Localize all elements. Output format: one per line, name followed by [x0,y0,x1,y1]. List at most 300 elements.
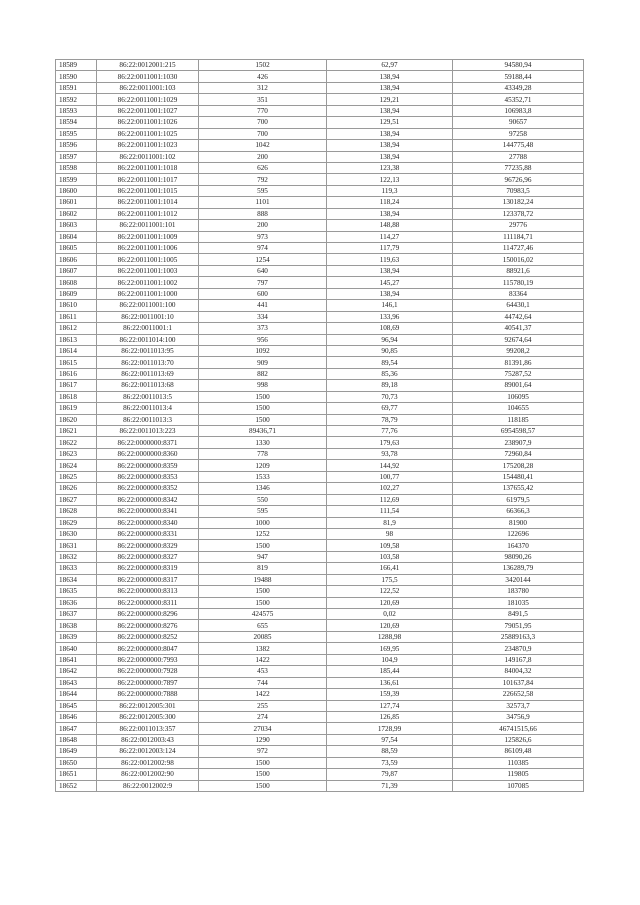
table-row [56,174,584,185]
price-per-unit-cell: 117,79 [327,243,453,254]
row-number-cell: 18631 [56,540,97,551]
price-per-unit-cell: 85,36 [327,368,453,379]
area-cell: 595 [199,506,327,517]
row-number-cell: 18616 [56,368,97,379]
cadastral-value-cell: 94580,94 [453,60,584,71]
cadastral-value-cell: 149167,8 [453,654,584,665]
cadastral-number-cell: 86:22:0000000:8319 [97,563,199,574]
area-cell: 255 [199,700,327,711]
price-per-unit-cell: 112,69 [327,494,453,505]
row-number-cell: 18593 [56,105,97,116]
row-number-cell: 18623 [56,448,97,459]
area-cell: 373 [199,323,327,334]
price-per-unit-cell: 169,95 [327,643,453,654]
area-cell: 640 [199,265,327,276]
cadastral-number-cell: 86:22:0011013:95 [97,345,199,356]
price-per-unit-cell: 104,9 [327,654,453,665]
price-per-unit-cell: 89,54 [327,357,453,368]
cadastral-number-cell: 86:22:0000000:8342 [97,494,199,505]
area-cell: 1209 [199,460,327,471]
row-number-cell: 18628 [56,506,97,517]
row-number-cell: 18645 [56,700,97,711]
cadastral-value-cell: 96726,96 [453,174,584,185]
cadastral-value-cell: 181035 [453,597,584,608]
row-number-cell: 18605 [56,243,97,254]
cadastral-number-cell: 86:22:0000000:8331 [97,528,199,539]
cadastral-number-cell: 86:22:0012005:301 [97,700,199,711]
area-cell: 655 [199,620,327,631]
cadastral-value-cell: 25889163,3 [453,631,584,642]
price-per-unit-cell: 185,44 [327,666,453,677]
row-number-cell: 18618 [56,391,97,402]
row-number-cell: 18604 [56,231,97,242]
cadastral-value-cell: 29776 [453,220,584,231]
cadastral-value-cell: 59188,44 [453,71,584,82]
cadastral-value-cell: 79051,95 [453,620,584,631]
row-number-cell: 18621 [56,426,97,437]
cadastral-number-cell: 86:22:0011001:1017 [97,174,199,185]
row-number-cell: 18617 [56,380,97,391]
table-row [56,540,584,551]
table-row [56,117,584,128]
table-row [56,357,584,368]
cadastral-number-cell: 86:22:0011001:1 [97,323,199,334]
area-cell: 973 [199,231,327,242]
table-row [56,300,584,311]
price-per-unit-cell: 97,54 [327,734,453,745]
cadastral-value-cell: 46741515,66 [453,723,584,734]
area-cell: 797 [199,277,327,288]
cadastral-number-cell: 86:22:0012002:98 [97,757,199,768]
row-number-cell: 18637 [56,609,97,620]
cadastral-value-cell: 130182,24 [453,197,584,208]
cadastral-number-cell: 86:22:0012002:9 [97,780,199,791]
cadastral-value-cell: 3420144 [453,574,584,585]
table-row [56,185,584,196]
price-per-unit-cell: 133,96 [327,311,453,322]
table-row [56,197,584,208]
cadastral-number-cell: 86:22:0000000:8296 [97,609,199,620]
price-per-unit-cell: 120,69 [327,597,453,608]
row-number-cell: 18641 [56,654,97,665]
area-cell: 1000 [199,517,327,528]
row-number-cell: 18601 [56,197,97,208]
price-per-unit-cell: 144,92 [327,460,453,471]
table-row [56,643,584,654]
row-number-cell: 18648 [56,734,97,745]
row-number-cell: 18622 [56,437,97,448]
price-per-unit-cell: 89,18 [327,380,453,391]
row-number-cell: 18652 [56,780,97,791]
row-number-cell: 18639 [56,631,97,642]
area-cell: 453 [199,666,327,677]
cadastral-number-cell: 86:22:0000000:8327 [97,551,199,562]
row-number-cell: 18633 [56,563,97,574]
table-row [56,71,584,82]
row-number-cell: 18595 [56,128,97,139]
area-cell: 424575 [199,609,327,620]
cadastral-value-cell: 183780 [453,586,584,597]
row-number-cell: 18650 [56,757,97,768]
table-row [56,403,584,414]
area-cell: 1042 [199,140,327,151]
area-cell: 1500 [199,780,327,791]
cadastral-value-cell: 88921,6 [453,265,584,276]
price-per-unit-cell: 70,73 [327,391,453,402]
row-number-cell: 18603 [56,220,97,231]
area-cell: 792 [199,174,327,185]
table-row [56,128,584,139]
cadastral-value-cell: 104655 [453,403,584,414]
cadastral-value-cell: 119805 [453,769,584,780]
row-number-cell: 18613 [56,334,97,345]
cadastral-value-cell: 6954598,57 [453,426,584,437]
area-cell: 595 [199,185,327,196]
cadastral-number-cell: 86:22:0011001:1003 [97,265,199,276]
area-cell: 441 [199,300,327,311]
price-per-unit-cell: 77,76 [327,426,453,437]
price-per-unit-cell: 111,54 [327,506,453,517]
price-per-unit-cell: 146,1 [327,300,453,311]
price-per-unit-cell: 166,41 [327,563,453,574]
area-cell: 819 [199,563,327,574]
cadastral-number-cell: 86:22:0000000:8371 [97,437,199,448]
table-row [56,243,584,254]
table-row [56,140,584,151]
cadastral-number-cell: 86:22:0012002:90 [97,769,199,780]
row-number-cell: 18626 [56,483,97,494]
price-per-unit-cell: 102,27 [327,483,453,494]
table-row [56,631,584,642]
area-cell: 744 [199,677,327,688]
area-cell: 1422 [199,689,327,700]
row-number-cell: 18594 [56,117,97,128]
cadastral-value-cell: 154480,41 [453,471,584,482]
row-number-cell: 18612 [56,323,97,334]
table-row [56,620,584,631]
area-cell: 1500 [199,597,327,608]
cadastral-number-cell: 86:22:0011001:1027 [97,105,199,116]
area-cell: 89436,71 [199,426,327,437]
cadastral-value-cell: 114727,46 [453,243,584,254]
cadastral-number-cell: 86:22:0011013:3 [97,414,199,425]
row-number-cell: 18629 [56,517,97,528]
table-row [56,231,584,242]
price-per-unit-cell: 138,94 [327,128,453,139]
table-row [56,711,584,722]
price-per-unit-cell: 126,85 [327,711,453,722]
row-number-cell: 18596 [56,140,97,151]
table-row [56,208,584,219]
table-row [56,757,584,768]
cadastral-value-cell: 101637,84 [453,677,584,688]
cadastral-value-cell: 32573,7 [453,700,584,711]
area-cell: 1346 [199,483,327,494]
price-per-unit-cell: 138,94 [327,82,453,93]
area-cell: 974 [199,243,327,254]
cadastral-number-cell: 86:22:0000000:8353 [97,471,199,482]
cadastral-number-cell: 86:22:0000000:8311 [97,597,199,608]
price-per-unit-cell: 108,69 [327,323,453,334]
area-cell: 1382 [199,643,327,654]
price-per-unit-cell: 81,9 [327,517,453,528]
row-number-cell: 18609 [56,288,97,299]
area-cell: 200 [199,151,327,162]
table-row [56,723,584,734]
cadastral-number-cell: 86:22:0000000:8352 [97,483,199,494]
price-per-unit-cell: 100,77 [327,471,453,482]
table-row [56,151,584,162]
cadastral-number-cell: 86:22:0000000:8313 [97,586,199,597]
cadastral-value-cell: 106095 [453,391,584,402]
table-row [56,483,584,494]
row-number-cell: 18625 [56,471,97,482]
area-cell: 351 [199,94,327,105]
price-per-unit-cell: 122,13 [327,174,453,185]
table-row [56,414,584,425]
area-cell: 700 [199,128,327,139]
area-cell: 700 [199,117,327,128]
cadastral-number-cell: 86:22:0011001:1014 [97,197,199,208]
area-cell: 1500 [199,757,327,768]
price-per-unit-cell: 73,59 [327,757,453,768]
area-cell: 1502 [199,60,327,71]
cadastral-value-cell: 150016,02 [453,254,584,265]
price-per-unit-cell: 78,79 [327,414,453,425]
row-number-cell: 18640 [56,643,97,654]
price-per-unit-cell: 138,94 [327,105,453,116]
cadastral-value-cell: 89001,64 [453,380,584,391]
row-number-cell: 18644 [56,689,97,700]
cadastral-number-cell: 86:22:0011001:1026 [97,117,199,128]
cadastral-value-cell: 44742,64 [453,311,584,322]
table-row [56,323,584,334]
price-per-unit-cell: 119,63 [327,254,453,265]
area-cell: 600 [199,288,327,299]
price-per-unit-cell: 62,97 [327,60,453,71]
table-row [56,311,584,322]
price-per-unit-cell: 69,77 [327,403,453,414]
row-number-cell: 18606 [56,254,97,265]
cadastral-value-cell: 40541,37 [453,323,584,334]
cadastral-value-cell: 72960,84 [453,448,584,459]
cadastral-number-cell: 86:22:0012001:215 [97,60,199,71]
table-row [56,689,584,700]
table-row [56,780,584,791]
cadastral-number-cell: 86:22:0011014:100 [97,334,199,345]
row-number-cell: 18647 [56,723,97,734]
row-number-cell: 18610 [56,300,97,311]
area-cell: 956 [199,334,327,345]
cadastral-value-cell: 84004,32 [453,666,584,677]
cadastral-value-cell: 226652,58 [453,689,584,700]
cadastral-value-cell: 8491,5 [453,609,584,620]
row-number-cell: 18649 [56,746,97,757]
cadastral-number-cell: 86:22:0011013:5 [97,391,199,402]
area-cell: 998 [199,380,327,391]
price-per-unit-cell: 120,69 [327,620,453,631]
cadastral-number-cell: 86:22:0011001:1002 [97,277,199,288]
cadastral-value-cell: 81391,86 [453,357,584,368]
cadastral-value-cell: 110385 [453,757,584,768]
cadastral-number-cell: 86:22:0012005:300 [97,711,199,722]
table-row [56,700,584,711]
cadastral-value-cell: 111184,71 [453,231,584,242]
cadastral-number-cell: 86:22:0000000:7928 [97,666,199,677]
area-cell: 1500 [199,391,327,402]
price-per-unit-cell: 79,87 [327,769,453,780]
row-number-cell: 18607 [56,265,97,276]
cadastral-value-table [55,59,584,792]
cadastral-number-cell: 86:22:0011013:357 [97,723,199,734]
cadastral-number-cell: 86:22:0011001:1025 [97,128,199,139]
table-row [56,677,584,688]
area-cell: 1533 [199,471,327,482]
cadastral-number-cell: 86:22:0000000:8329 [97,540,199,551]
area-cell: 909 [199,357,327,368]
row-number-cell: 18635 [56,586,97,597]
area-cell: 778 [199,448,327,459]
cadastral-number-cell: 86:22:0011013:4 [97,403,199,414]
cadastral-number-cell: 86:22:0011001:102 [97,151,199,162]
cadastral-value-cell: 99208,2 [453,345,584,356]
area-cell: 882 [199,368,327,379]
area-cell: 1500 [199,414,327,425]
cadastral-value-cell: 27788 [453,151,584,162]
price-per-unit-cell: 118,24 [327,197,453,208]
area-cell: 888 [199,208,327,219]
table-row [56,162,584,173]
area-cell: 1500 [199,540,327,551]
area-cell: 1500 [199,586,327,597]
row-number-cell: 18591 [56,82,97,93]
area-cell: 1330 [199,437,327,448]
table-row [56,288,584,299]
table-body [56,60,584,792]
price-per-unit-cell: 138,94 [327,151,453,162]
price-per-unit-cell: 96,94 [327,334,453,345]
cadastral-value-cell: 34756,9 [453,711,584,722]
row-number-cell: 18615 [56,357,97,368]
table-row [56,517,584,528]
cadastral-number-cell: 86:22:0011013:70 [97,357,199,368]
cadastral-number-cell: 86:22:0000000:8359 [97,460,199,471]
cadastral-number-cell: 86:22:0000000:7888 [97,689,199,700]
cadastral-number-cell: 86:22:0000000:7993 [97,654,199,665]
row-number-cell: 18589 [56,60,97,71]
price-per-unit-cell: 175,5 [327,574,453,585]
table-row [56,563,584,574]
price-per-unit-cell: 88,59 [327,746,453,757]
row-number-cell: 18611 [56,311,97,322]
table-row [56,494,584,505]
row-number-cell: 18643 [56,677,97,688]
table-row [56,426,584,437]
price-per-unit-cell: 179,63 [327,437,453,448]
row-number-cell: 18646 [56,711,97,722]
area-cell: 947 [199,551,327,562]
cadastral-number-cell: 86:22:0000000:8276 [97,620,199,631]
cadastral-value-cell: 234870,9 [453,643,584,654]
area-cell: 1290 [199,734,327,745]
price-per-unit-cell: 138,94 [327,140,453,151]
price-per-unit-cell: 159,39 [327,689,453,700]
row-number-cell: 18600 [56,185,97,196]
price-per-unit-cell: 109,58 [327,540,453,551]
table-row [56,437,584,448]
cadastral-number-cell: 86:22:0011013:69 [97,368,199,379]
area-cell: 426 [199,71,327,82]
row-number-cell: 18651 [56,769,97,780]
price-per-unit-cell: 1728,99 [327,723,453,734]
cadastral-value-cell: 137655,42 [453,483,584,494]
cadastral-number-cell: 86:22:0011001:103 [97,82,199,93]
table-row [56,334,584,345]
area-cell: 972 [199,746,327,757]
table-row [56,105,584,116]
price-per-unit-cell: 98 [327,528,453,539]
price-per-unit-cell: 138,94 [327,265,453,276]
price-per-unit-cell: 138,94 [327,71,453,82]
cadastral-value-cell: 118185 [453,414,584,425]
area-cell: 1252 [199,528,327,539]
cadastral-number-cell: 86:22:0000000:8341 [97,506,199,517]
cadastral-number-cell: 86:22:0011001:10 [97,311,199,322]
cadastral-value-cell: 238907,9 [453,437,584,448]
cadastral-value-cell: 90657 [453,117,584,128]
cadastral-value-cell: 43349,28 [453,82,584,93]
price-per-unit-cell: 90,85 [327,345,453,356]
cadastral-value-cell: 45352,71 [453,94,584,105]
cadastral-number-cell: 86:22:0012003:124 [97,746,199,757]
row-number-cell: 18638 [56,620,97,631]
table-row [56,94,584,105]
area-cell: 770 [199,105,327,116]
row-number-cell: 18619 [56,403,97,414]
table-row [56,265,584,276]
area-cell: 626 [199,162,327,173]
area-cell: 1092 [199,345,327,356]
price-per-unit-cell: 93,78 [327,448,453,459]
price-per-unit-cell: 122,52 [327,586,453,597]
table-row [56,586,584,597]
cadastral-value-cell: 123378,72 [453,208,584,219]
area-cell: 1422 [199,654,327,665]
cadastral-value-cell: 66366,3 [453,506,584,517]
cadastral-value-cell: 81900 [453,517,584,528]
table-row [56,391,584,402]
price-per-unit-cell: 138,94 [327,288,453,299]
cadastral-value-cell: 136289,79 [453,563,584,574]
price-per-unit-cell: 129,51 [327,117,453,128]
cadastral-value-cell: 107085 [453,780,584,791]
cadastral-number-cell: 86:22:0011001:1009 [97,231,199,242]
area-cell: 312 [199,82,327,93]
cadastral-value-cell: 77235,88 [453,162,584,173]
price-per-unit-cell: 127,74 [327,700,453,711]
table-row [56,448,584,459]
row-number-cell: 18630 [56,528,97,539]
area-cell: 1101 [199,197,327,208]
row-number-cell: 18642 [56,666,97,677]
price-per-unit-cell: 119,3 [327,185,453,196]
cadastral-number-cell: 86:22:0011001:1029 [97,94,199,105]
row-number-cell: 18599 [56,174,97,185]
row-number-cell: 18614 [56,345,97,356]
price-per-unit-cell: 0,02 [327,609,453,620]
price-per-unit-cell: 123,38 [327,162,453,173]
cadastral-value-cell: 86109,48 [453,746,584,757]
